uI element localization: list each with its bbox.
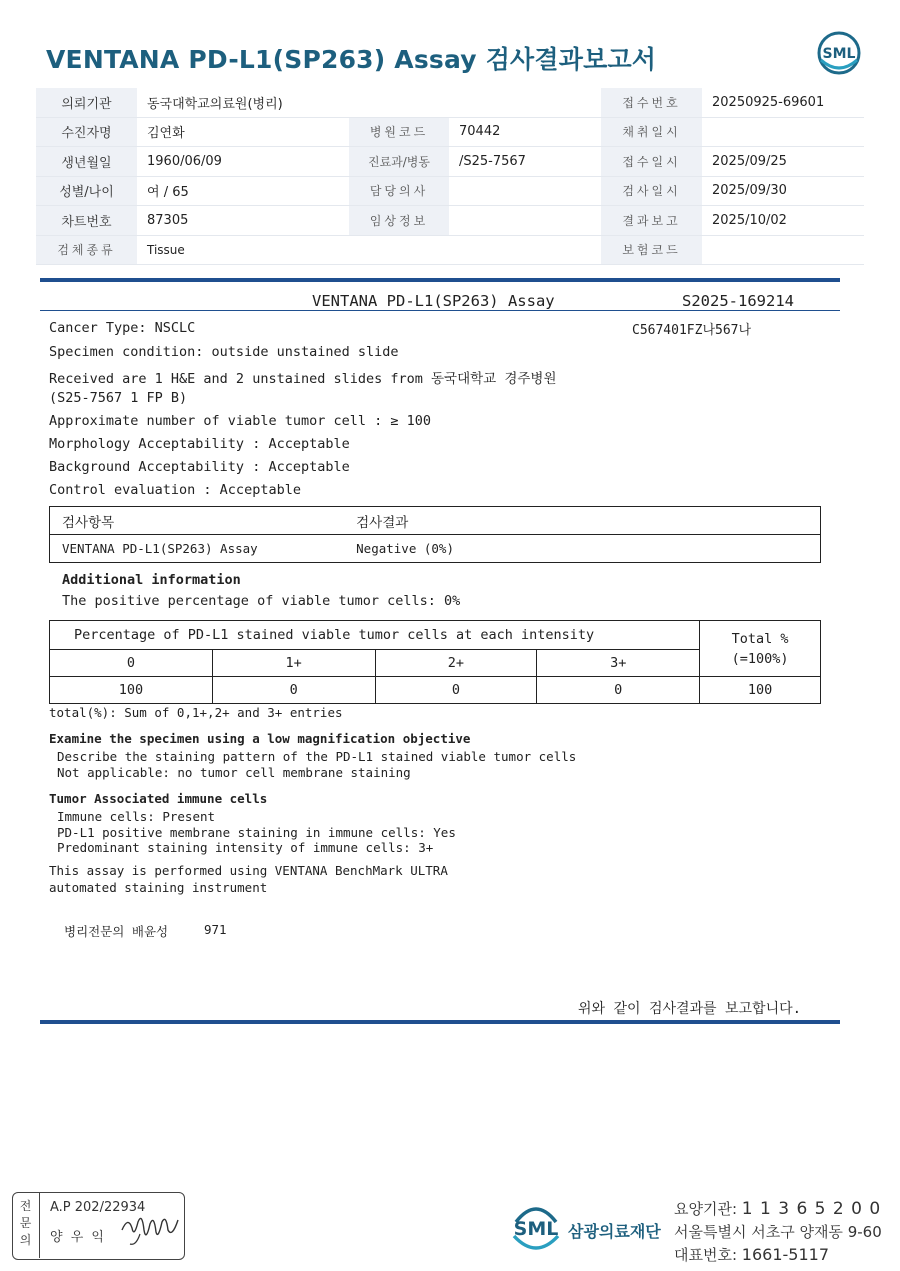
top-divider-thin: [40, 310, 840, 311]
slide-id: (S25-7567 1 FP B): [49, 390, 188, 406]
footer-org-name: 삼광의료재단: [568, 1222, 661, 1241]
sml-logo-icon: [816, 30, 862, 76]
department-label: 진료과/병동: [349, 147, 449, 177]
immune-line2: PD-L1 positive membrane staining in immune cells: Yes: [57, 825, 456, 840]
report-date-label: 결과보고: [601, 206, 702, 236]
additional-heading: Additional information: [62, 572, 241, 588]
stamp-side: [12, 1192, 40, 1258]
additional-text: The positive percentage of viable tumor cells: 0%: [62, 593, 461, 609]
requesting-institution-label: 의뢰기관: [36, 88, 137, 117]
sex-age-value: 여 / 65: [137, 176, 349, 206]
stamp-side-char: 의: [19, 1233, 32, 1247]
morphology-acceptability: Morphology Acceptability : Acceptable: [49, 436, 350, 452]
result-col-result: 검사결과: [344, 507, 820, 535]
total-header: [700, 621, 821, 677]
total-header-line2: (=100%): [731, 650, 789, 667]
patient-info-table: [36, 88, 864, 265]
intensity-1-label: 1+: [212, 650, 375, 677]
receipt-number-label: 접수번호: [601, 88, 702, 117]
report-title: VENTANA PD-L1(SP263) Assay 검사결과보고서: [46, 45, 657, 74]
collection-date-value: [702, 117, 864, 147]
instrument-line1: This assay is performed using VENTANA BenchMark ULTRA: [49, 863, 448, 878]
footer-phone-label: 대표번호:: [674, 1246, 738, 1264]
result-item: VENTANA PD-L1(SP263) Assay: [50, 535, 345, 563]
low-mag-line1: Describe the staining pattern of the PD-L1 stained viable tumor cells: [57, 749, 577, 764]
intensity-3-label: 3+: [537, 650, 700, 677]
specimen-condition: Specimen condition: outside unstained slide: [49, 344, 399, 360]
footer-code-value: 1 1 3 6 5 2 0 0: [741, 1199, 882, 1219]
control-evaluation: Control evaluation : Acceptable: [49, 482, 301, 498]
stamp-name: 양 우 익: [50, 1230, 106, 1245]
receipt-number-value: 20250925-69601: [702, 88, 864, 117]
doctor-label: 담당의사: [349, 176, 449, 206]
sml-logo-text: SML: [822, 46, 856, 62]
hospital-code-value: 70442: [449, 117, 601, 147]
test-date-value: 2025/09/30: [702, 176, 864, 206]
receipt-date-label: 접수일시: [601, 147, 702, 177]
hospital-code-label: 병원코드: [349, 117, 449, 147]
examinee-value: 김연화: [137, 117, 349, 147]
top-divider: [40, 278, 840, 282]
footer-phone: [674, 1244, 829, 1265]
stamp-side-char: 문: [19, 1216, 32, 1230]
birth-label: 생년월일: [36, 147, 137, 177]
test-date-label: 검사일시: [601, 176, 702, 206]
collection-date-label: 채취일시: [601, 117, 702, 147]
footer-logo-text: SML: [513, 1218, 559, 1240]
total-note: total(%): Sum of 0,1+,2+ and 3+ entries: [49, 705, 343, 720]
case-code: C567401FZ나567나: [632, 323, 752, 338]
intensity-3-value: 0: [537, 677, 700, 704]
chart-value: 87305: [137, 206, 349, 236]
stamp-ap-number: A.P 202/22934: [50, 1200, 146, 1215]
total-header-line1: Total %: [731, 630, 789, 647]
received-slides: Received are 1 H&E and 2 unstained slides from 동국대학교 경주병원: [49, 371, 557, 387]
result-table: [49, 506, 821, 563]
doctor-value: [449, 176, 601, 206]
background-acceptability: Background Acceptability : Acceptable: [49, 459, 350, 475]
intensity-0-label: 0: [50, 650, 213, 677]
insurance-code-label: 보험코드: [601, 235, 702, 265]
assay-name: VENTANA PD-L1(SP263) Assay: [312, 292, 555, 310]
bottom-divider: [40, 1020, 840, 1024]
intensity-table: [49, 620, 821, 704]
examinee-label: 수진자명: [36, 117, 137, 147]
pathologist-label: 병리전문의 배윤성: [64, 924, 169, 939]
immune-line3: Predominant staining intensity of immune cells: 3+: [57, 840, 434, 855]
intensity-total-value: 100: [700, 677, 821, 704]
footer-code: [674, 1198, 881, 1219]
intensity-header: Percentage of PD-L1 stained viable tumor cells at each intensity: [50, 621, 700, 650]
birth-value: 1960/06/09: [137, 147, 349, 177]
footer-sml-logo-icon: [508, 1200, 564, 1256]
department-value: /S25-7567: [449, 147, 601, 177]
intensity-2-label: 2+: [375, 650, 537, 677]
case-number: S2025-169214: [682, 292, 794, 310]
requesting-institution-value: 동국대학교의료원(병리): [137, 88, 601, 117]
result-value: Negative (0%): [344, 535, 820, 563]
footer-address: 서울특별시 서초구 양재동 9-60: [674, 1223, 882, 1241]
specimen-type-value: Tissue: [137, 235, 601, 265]
signature-icon: [118, 1208, 182, 1248]
low-mag-line2: Not applicable: no tumor cell membrane staining: [57, 765, 411, 780]
clinical-info-label: 임상정보: [349, 206, 449, 236]
low-mag-heading: Examine the specimen using a low magnification objective: [49, 731, 471, 746]
immune-heading: Tumor Associated immune cells: [49, 791, 268, 806]
pathologist-number: 971: [204, 922, 227, 937]
cancer-type: Cancer Type: NSCLC: [49, 320, 196, 336]
immune-line1: Immune cells: Present: [57, 809, 216, 824]
intensity-1-value: 0: [212, 677, 375, 704]
intensity-0-value: 100: [50, 677, 213, 704]
instrument-line2: automated staining instrument: [49, 880, 268, 895]
specimen-type-label: 검체종류: [36, 235, 137, 265]
footer-code-label: 요양기관:: [674, 1200, 738, 1218]
receipt-date-value: 2025/09/25: [702, 147, 864, 177]
stamp-side-char: 전: [19, 1199, 32, 1213]
result-col-item: 검사항목: [50, 507, 345, 535]
closing-statement: 위와 같이 검사결과를 보고합니다.: [578, 1001, 802, 1017]
footer-phone-value: 1661-5117: [741, 1245, 830, 1264]
sex-age-label: 성별/나이: [36, 176, 137, 206]
clinical-info-value: [449, 206, 601, 236]
intensity-2-value: 0: [375, 677, 537, 704]
insurance-code-value: [702, 235, 864, 265]
report-date-value: 2025/10/02: [702, 206, 864, 236]
chart-label: 차트번호: [36, 206, 137, 236]
viable-tumor-cell: Approximate number of viable tumor cell : ≥ 100: [49, 413, 432, 429]
